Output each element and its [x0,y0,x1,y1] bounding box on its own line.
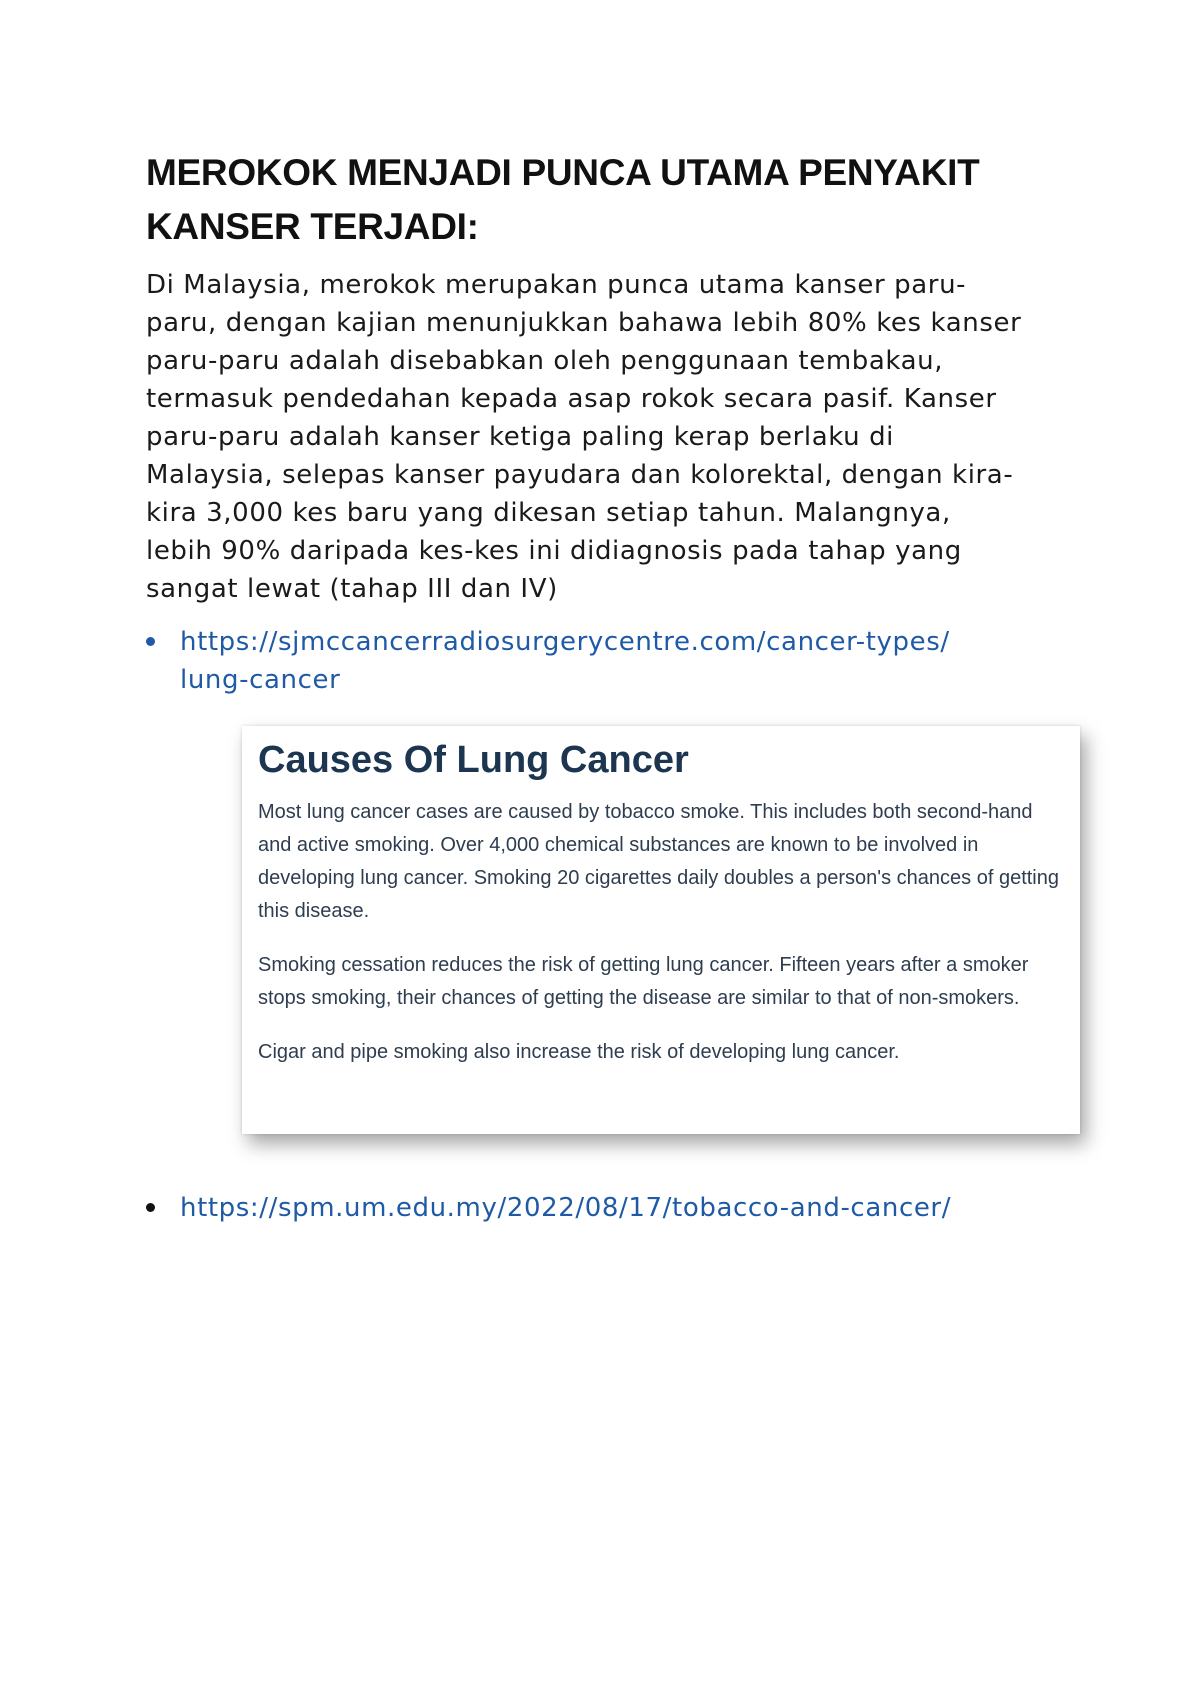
link-sjmc-line-2: lung-cancer [180,665,341,695]
figure-title: Causes Of Lung Cancer [258,739,689,781]
link-sjmc-line-1: https://sjmccancerradiosurgerycentre.com/cancer-types/ [180,627,950,657]
link-sjmc-lung-cancer[interactable] [180,623,980,699]
bullet-icon [146,637,155,646]
body-paragraph: Di Malaysia, merokok merupakan punca utama kanser paru-paru, dengan kajian menunjukkan bahawa lebih 80% kes kanser paru-paru adalah disebabkan oleh penggunaan tembakau, termasuk pendedahan kepada asap rokok secara pasif. Kanser paru-paru adalah kanser ketiga paling kerap berlaku di Malaysia, selepas kanser payudara dan kolorektal, dengan kira-kira 3,000 kes baru yang dikesan setiap tahun. Malangnya, lebih 90% daripada kes-kes ini didiagnosis pada tahap yang sangat lewat (tahap III dan IV) [146,270,1022,604]
list-item-link-1 [180,623,1020,699]
bullet-icon [146,1203,155,1212]
figure-paragraph-2: Smoking cessation reduces the risk of getting lung cancer. Fifteen years after a smoker stops smoking, their chances of getting the disease are similar to that of non-smokers. [258,954,1029,1009]
figure-paragraph-3: Cigar and pipe smoking also increase the risk of developing lung cancer. [258,1041,900,1063]
embedded-screenshot-causes-of-lung-cancer [242,726,1080,1134]
list-item-link-2 [180,1189,1020,1227]
document-heading: MEROKOK MENJADI PUNCA UTAMA PENYAKIT KANSER TERJADI: [146,152,980,247]
figure-paragraph-1: Most lung cancer cases are caused by tobacco smoke. This includes both second-hand and active smoking. Over 4,000 chemical substances are known to be involved in developing lung cancer. Smoking 20 cigarettes daily doubles a person's chances of getting this disease. [258,801,1059,922]
link-spm-um-tobacco[interactable]: https://spm.um.edu.my/2022/08/17/tobacco-and-cancer/ [180,1193,952,1223]
